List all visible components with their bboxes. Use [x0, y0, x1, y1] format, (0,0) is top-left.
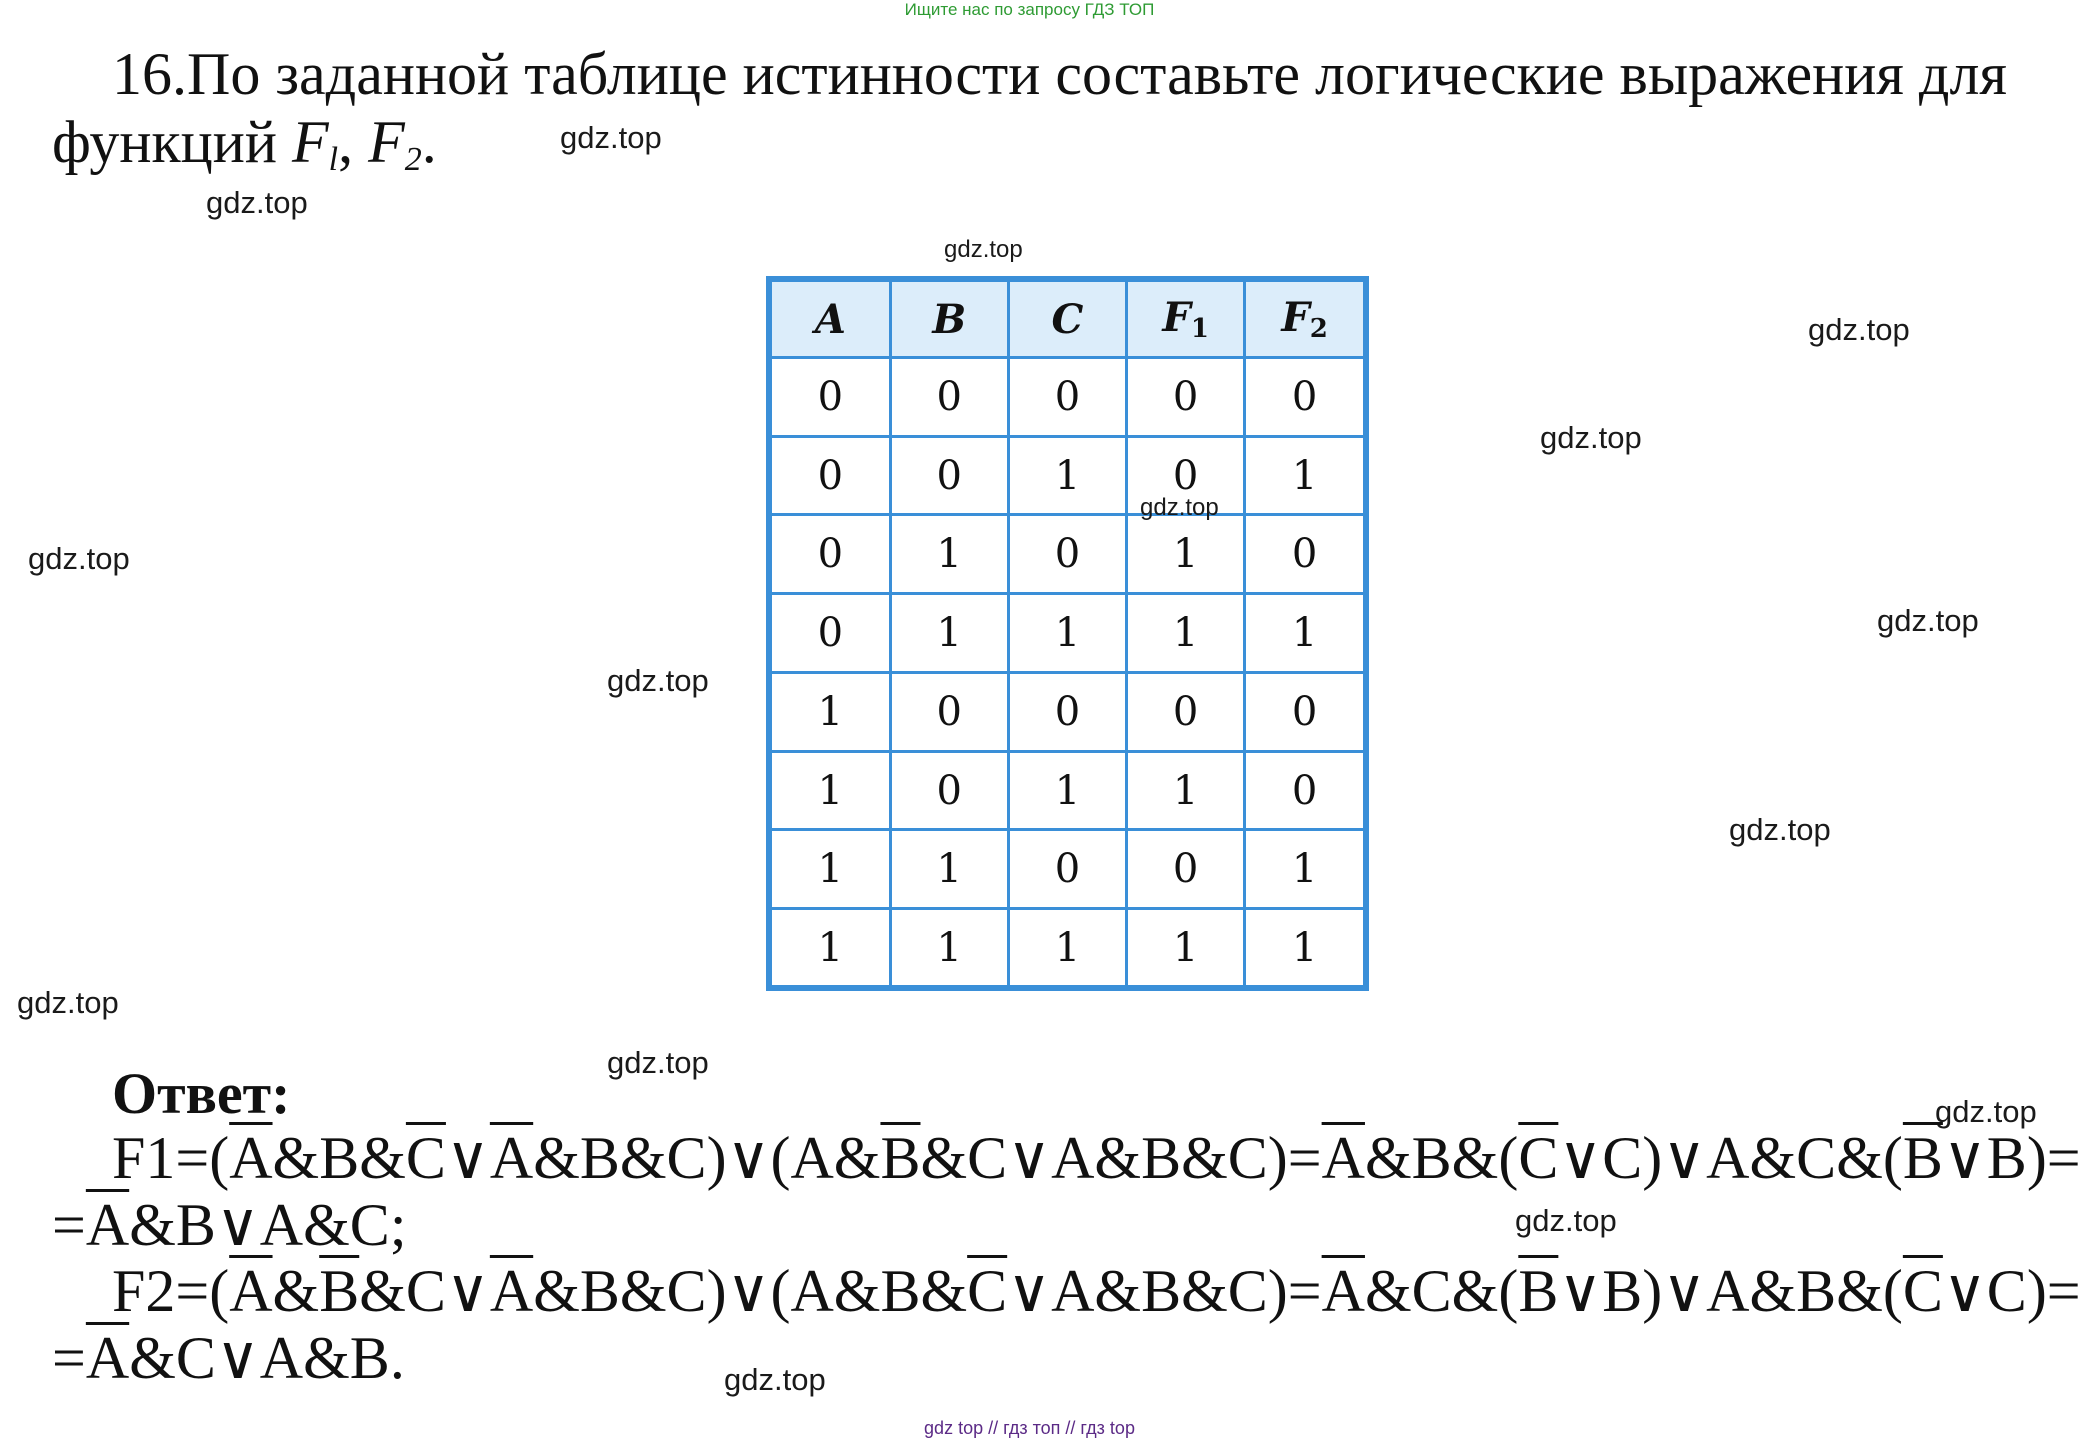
table-cell: 0	[1008, 830, 1126, 909]
table-cell: 0	[1127, 358, 1245, 437]
function-f2: $F_2$	[368, 109, 422, 178]
answer-title: Ответ:	[112, 1061, 291, 1126]
function-f1: $F_l$	[291, 109, 339, 178]
table-cell: 0	[890, 672, 1008, 751]
table-header-cell: C	[1008, 282, 1126, 358]
table-header-cell: $F_2$	[1245, 282, 1363, 358]
watermark: gdz.top	[1935, 1094, 2037, 1129]
formula-segment: ∨B)∨A&B&(	[1558, 1258, 1903, 1324]
formula-segment: &C∨A&B&C)=	[920, 1125, 1322, 1191]
table-header-row	[772, 282, 1363, 358]
watermark: gdz.top	[28, 541, 130, 576]
table-cell: 0	[890, 358, 1008, 437]
formula-segment: ∨C)=	[1942, 1258, 2081, 1324]
table-cell: 0	[772, 515, 890, 594]
formula-segment: &C&(	[1364, 1258, 1519, 1324]
table-cell: 0	[1008, 515, 1126, 594]
table-cell: 0	[1245, 358, 1363, 437]
negated-variable: $\overline{B}$	[319, 1258, 360, 1324]
watermark: gdz.top	[607, 1045, 709, 1080]
table-row	[772, 358, 1363, 437]
table-row	[772, 594, 1363, 673]
table-cell: 1	[772, 751, 890, 830]
table-header-cell: $F_1$	[1127, 282, 1245, 358]
negated-variable: $\overline{C}$	[1902, 1258, 1943, 1324]
search-hint-banner: Ищите нас по запросу ГДЗ ТОП	[904, 0, 1155, 19]
table-cell: 1	[890, 830, 1008, 909]
table-cell: 0	[1008, 358, 1126, 437]
table-cell: 0	[890, 436, 1008, 515]
answer-f1-line1	[112, 1125, 2081, 1191]
formula-segment: ∨B)=	[1942, 1125, 2081, 1191]
negated-variable: $\overline{A}$	[1321, 1125, 1365, 1191]
watermark: gdz.top	[560, 120, 662, 155]
negated-variable: $\overline{B}$	[880, 1125, 921, 1191]
table-cell: 0	[772, 594, 890, 673]
table-row	[772, 909, 1363, 985]
table-cell: 1	[1245, 830, 1363, 909]
table-cell: 1	[1245, 594, 1363, 673]
formula-segment: &	[272, 1258, 320, 1324]
table-row	[772, 751, 1363, 830]
question-body: По заданной таблице истинности составьте логические выражения для функций	[52, 41, 2007, 175]
formula-segment: =	[52, 1192, 86, 1258]
negated-variable: $\overline{C}$	[405, 1125, 446, 1191]
footer-links: gdz top // гдз топ // гдз top	[924, 1418, 1135, 1438]
formula-segment: &C∨A&B.	[129, 1325, 405, 1391]
answer-f2-line2	[52, 1325, 405, 1391]
table-row	[772, 515, 1363, 594]
watermark: gdz.top	[1729, 812, 1831, 847]
watermark: gdz.top	[17, 985, 119, 1020]
negated-variable: $\overline{C}$	[1518, 1125, 1559, 1191]
formula-segment: F2=(	[112, 1258, 230, 1324]
watermark: gdz.top	[1877, 603, 1979, 638]
watermark: gdz.top	[944, 236, 1023, 263]
table-cell: 1	[1245, 909, 1363, 985]
watermark: gdz.top	[1140, 494, 1219, 521]
table-cell: 1	[1127, 751, 1245, 830]
table-cell: 0	[772, 436, 890, 515]
table-row	[772, 830, 1363, 909]
formula-segment: &B&(	[1364, 1125, 1519, 1191]
table-cell: 1	[1127, 515, 1245, 594]
table-cell: 1	[1008, 909, 1126, 985]
table-cell: 0	[1245, 751, 1363, 830]
formula-segment: &B∨A&C;	[129, 1192, 407, 1258]
watermark: gdz.top	[1515, 1203, 1617, 1238]
formula-segment: =	[52, 1325, 86, 1391]
formula-segment: &C∨	[359, 1258, 490, 1324]
formula-segment: F1=(	[112, 1125, 230, 1191]
table-header-cell: B	[890, 282, 1008, 358]
table-row	[772, 436, 1363, 515]
table-cell: 0	[1127, 672, 1245, 751]
negated-variable: $\overline{A}$	[229, 1125, 273, 1191]
table-cell: 0	[1008, 672, 1126, 751]
table-cell: 0	[1127, 436, 1245, 515]
negated-variable: $\overline{A}$	[229, 1258, 273, 1324]
table-header-cell: A	[772, 282, 890, 358]
formula-segment: &B&C)∨(A&B&	[533, 1258, 968, 1324]
negated-variable: $\overline{A}$	[489, 1125, 534, 1191]
formula-segment: &B&	[272, 1125, 406, 1191]
formula-segment: ∨	[445, 1125, 490, 1191]
table-cell: 1	[1127, 594, 1245, 673]
table-cell: 1	[1008, 594, 1126, 673]
formula-segment: ∨A&B&C)=	[1007, 1258, 1322, 1324]
table-cell: 1	[1127, 909, 1245, 985]
table-cell: 0	[1245, 515, 1363, 594]
answer-f1-line2	[52, 1192, 406, 1258]
table-cell: 1	[1008, 751, 1126, 830]
negated-variable: $\overline{A}$	[85, 1325, 130, 1391]
watermark: gdz.top	[1808, 312, 1910, 347]
negated-variable: $\overline{B}$	[1902, 1125, 1943, 1191]
table-cell: 1	[772, 830, 890, 909]
table-cell: 1	[890, 515, 1008, 594]
question-text: 16.По заданной таблице истинности составьте логические выражения для функций $F_l$, $F_2$.	[52, 41, 2007, 178]
negated-variable: $\overline{A}$	[1321, 1258, 1365, 1324]
table-cell: 0	[1127, 830, 1245, 909]
table-cell: 1	[1245, 436, 1363, 515]
table-cell: 1	[772, 909, 890, 985]
negated-variable: $\overline{C}$	[967, 1258, 1008, 1324]
negated-variable: $\overline{A}$	[85, 1192, 130, 1258]
answer-f2-line1	[112, 1258, 2081, 1324]
table-cell: 1	[890, 594, 1008, 673]
table-cell: 1	[890, 909, 1008, 985]
watermark: gdz.top	[206, 185, 308, 220]
table-cell: 0	[890, 751, 1008, 830]
formula-segment: &B&C)∨(A&	[533, 1125, 881, 1191]
table-row	[772, 672, 1363, 751]
negated-variable: $\overline{B}$	[1518, 1258, 1559, 1324]
table-cell: 1	[772, 672, 890, 751]
watermark: gdz.top	[607, 663, 709, 698]
negated-variable: $\overline{A}$	[489, 1258, 534, 1324]
watermark: gdz.top	[1540, 420, 1642, 455]
watermark: gdz.top	[724, 1362, 826, 1397]
truth-table	[766, 276, 1369, 991]
table-cell: 0	[772, 358, 890, 437]
table-cell: 0	[1245, 672, 1363, 751]
question-number: 16.	[112, 41, 187, 107]
table-cell: 1	[1008, 436, 1126, 515]
formula-segment: ∨C)∨A&C&(	[1558, 1125, 1903, 1191]
